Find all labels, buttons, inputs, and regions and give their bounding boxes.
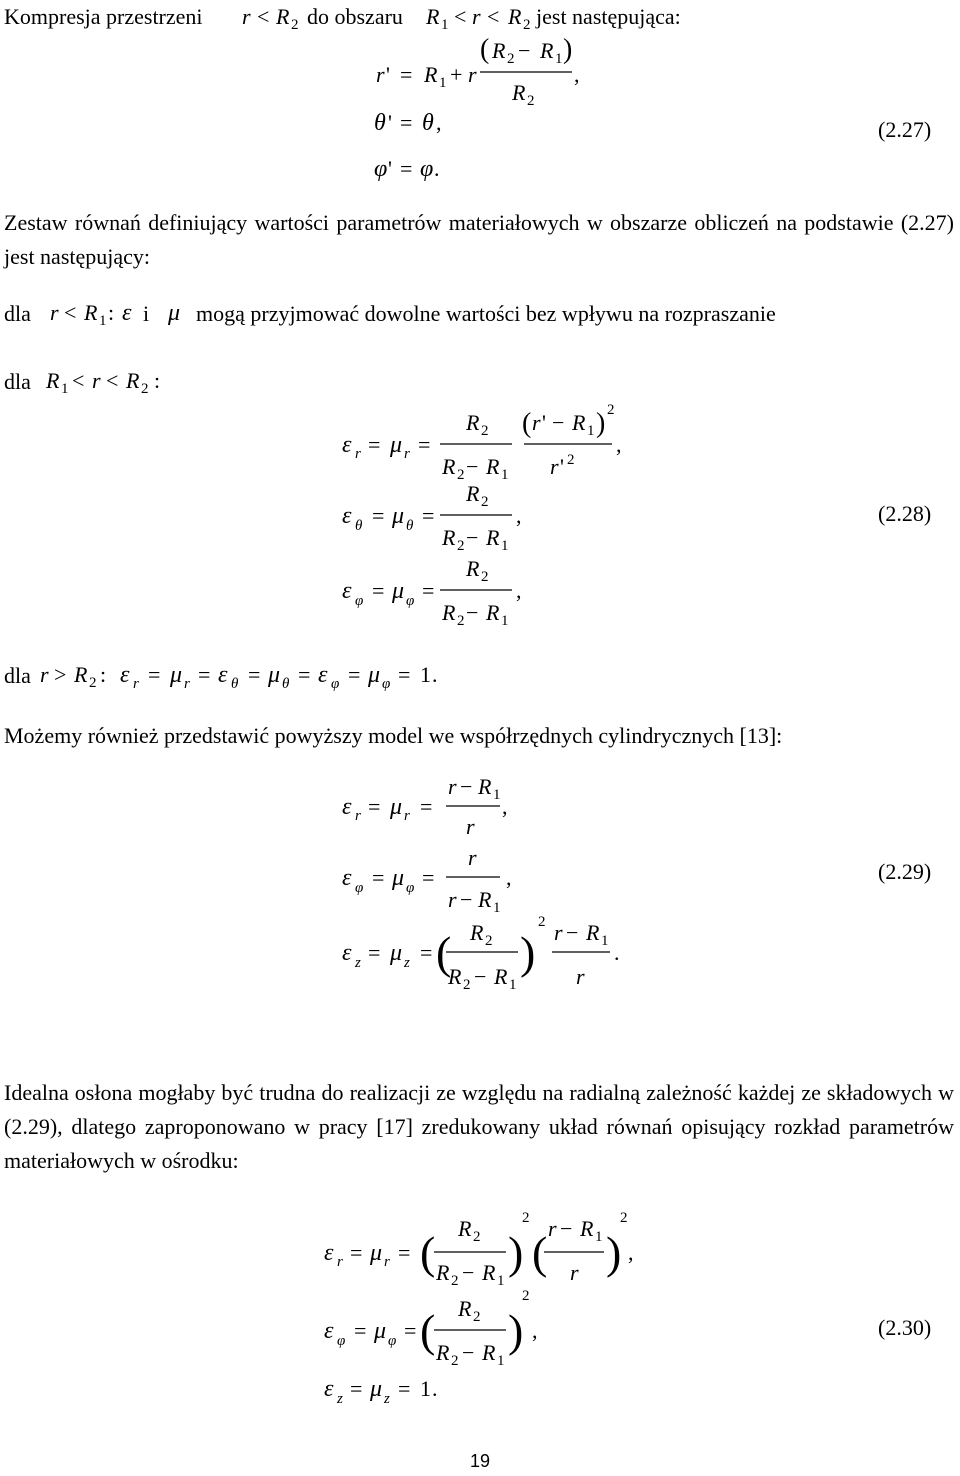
svg-text:=: = <box>372 578 385 603</box>
svg-text:1: 1 <box>439 75 447 91</box>
svg-text:R: R <box>478 774 492 799</box>
svg-text::: : <box>100 662 107 687</box>
svg-text:z: z <box>404 955 410 971</box>
svg-text:r: r <box>242 4 251 29</box>
svg-text:μ: μ <box>390 432 403 458</box>
svg-text:r: r <box>133 676 139 692</box>
paragraph-reduced: Idealna osłona mogłaby być trudna do realizacji ze względu na radialną zależność każdej ze składowych w (2.29), dlatego zaproponowano w pracy [17] zredukowany układ równań opisujący rozkład parametrów materiałowych w ośrodku: <box>4 1080 954 1173</box>
svg-text:(: ( <box>436 927 452 978</box>
svg-text:2: 2 <box>457 613 465 629</box>
svg-text:<: < <box>72 368 85 393</box>
svg-text:1: 1 <box>587 423 595 439</box>
svg-text:1: 1 <box>497 1273 505 1289</box>
svg-text:−: − <box>462 1260 475 1285</box>
svg-text:R: R <box>276 4 290 29</box>
svg-text:θ: θ <box>406 518 414 534</box>
svg-text:,: , <box>628 1240 634 1265</box>
svg-text:2: 2 <box>507 51 515 67</box>
svg-text:,: , <box>516 578 522 603</box>
svg-text:=: = <box>198 662 211 687</box>
svg-text:1: 1 <box>99 313 107 329</box>
svg-text:(: ( <box>420 1227 436 1278</box>
intro-text-a: Kompresja przestrzeni <box>4 4 203 29</box>
svg-text:R: R <box>466 556 480 581</box>
svg-text:μ: μ <box>370 1240 383 1266</box>
svg-text:.: . <box>432 1376 438 1401</box>
fraction-bars <box>434 72 612 1330</box>
svg-text:1: 1 <box>509 977 517 993</box>
svg-text:φ: φ <box>406 593 415 609</box>
svg-text:R: R <box>424 62 438 87</box>
svg-text:μ: μ <box>370 1376 383 1402</box>
svg-text:φ: φ <box>382 676 391 692</box>
svg-text:ε: ε <box>218 662 228 688</box>
svg-text:2: 2 <box>522 1288 530 1304</box>
svg-text:R: R <box>84 300 98 325</box>
svg-text:.: . <box>432 662 438 687</box>
svg-text:μ: μ <box>392 503 405 529</box>
svg-text:R: R <box>458 1296 472 1321</box>
svg-text:μ: μ <box>390 940 403 966</box>
svg-text:φ: φ <box>406 880 415 896</box>
svg-text:−: − <box>460 887 473 912</box>
svg-text:r: r <box>355 446 361 462</box>
svg-text:R: R <box>126 368 140 393</box>
svg-text:r: r <box>576 964 585 989</box>
svg-text:z: z <box>337 1391 343 1407</box>
svg-text:ε: ε <box>342 578 352 604</box>
svg-text:R: R <box>74 662 88 687</box>
svg-text:r: r <box>468 845 477 870</box>
svg-text:=: = <box>420 940 433 965</box>
svg-text:z: z <box>355 955 361 971</box>
svg-text:<: < <box>487 4 500 29</box>
svg-text:=: = <box>398 662 411 687</box>
svg-text:<: < <box>106 368 119 393</box>
svg-text:θ: θ <box>282 676 290 692</box>
svg-text:2: 2 <box>451 1273 459 1289</box>
svg-text:': ' <box>560 454 564 479</box>
svg-text:2: 2 <box>141 381 149 397</box>
svg-text:ε: ε <box>342 432 352 458</box>
svg-text:ε: ε <box>122 300 132 326</box>
svg-text:): ) <box>520 927 536 978</box>
svg-text:1: 1 <box>501 467 509 483</box>
svg-text:R: R <box>436 1260 450 1285</box>
svg-text:r: r <box>548 1216 557 1241</box>
svg-text:r: r <box>92 368 101 393</box>
svg-text:R: R <box>448 964 462 989</box>
svg-text:−: − <box>466 600 479 625</box>
svg-text:r: r <box>404 446 410 462</box>
svg-text:2: 2 <box>607 402 615 418</box>
svg-text:φ: φ <box>331 676 340 692</box>
svg-text:(: ( <box>532 1227 548 1278</box>
svg-text:1: 1 <box>61 381 69 397</box>
svg-text:R: R <box>478 887 492 912</box>
svg-text:μ: μ <box>268 662 281 688</box>
svg-text:=: = <box>400 156 413 181</box>
case1-text: mogą przyjmować dowolne wartości bez wpływu na rozpraszanie <box>196 301 776 326</box>
svg-text:=: = <box>422 503 435 528</box>
svg-text:=: = <box>400 62 413 87</box>
svg-text:φ: φ <box>420 156 434 182</box>
svg-text:2: 2 <box>485 933 493 949</box>
case2-prefix: dla <box>4 369 31 394</box>
eq-label-2-29: (2.29) <box>878 859 932 884</box>
svg-text:ε: ε <box>342 503 352 529</box>
svg-text:ε: ε <box>120 662 130 688</box>
svg-text:r: r <box>50 300 59 325</box>
svg-text:): ) <box>596 408 606 439</box>
svg-text:φ: φ <box>374 156 388 182</box>
svg-text:): ) <box>508 1305 524 1356</box>
svg-text:<: < <box>257 4 270 29</box>
svg-text:2: 2 <box>522 1210 530 1226</box>
svg-text::: : <box>154 368 161 393</box>
svg-text:R: R <box>586 920 600 945</box>
svg-text:): ) <box>606 1227 622 1278</box>
case3-prefix: dla <box>4 663 31 688</box>
svg-text:−: − <box>460 774 473 799</box>
svg-text:1: 1 <box>595 1229 603 1245</box>
svg-text:': ' <box>542 410 546 435</box>
svg-text:,: , <box>532 1318 538 1343</box>
svg-text:,: , <box>436 110 442 135</box>
svg-text:R: R <box>426 4 440 29</box>
svg-text:=: = <box>404 1318 417 1343</box>
svg-text:1: 1 <box>420 1376 431 1401</box>
eq-label-2-27: (2.27) <box>878 117 932 142</box>
svg-text:μ: μ <box>170 662 183 688</box>
svg-text:r: r <box>384 1254 390 1270</box>
svg-text:r: r <box>550 454 559 479</box>
svg-text:R: R <box>492 38 506 63</box>
svg-text:r: r <box>40 662 49 687</box>
svg-text:,: , <box>506 865 512 890</box>
svg-text:r: r <box>468 62 477 87</box>
svg-text:': ' <box>388 110 392 135</box>
svg-text:=: = <box>148 662 161 687</box>
svg-text:μ: μ <box>390 794 403 820</box>
svg-text:2: 2 <box>457 467 465 483</box>
svg-text:2: 2 <box>527 93 535 109</box>
intro-text-c: jest następująca: <box>536 4 681 29</box>
svg-text:1: 1 <box>555 51 563 67</box>
svg-text:θ: θ <box>355 518 363 534</box>
svg-text:(: ( <box>480 34 490 65</box>
svg-text:r: r <box>466 814 475 839</box>
svg-text:(: ( <box>420 1305 436 1356</box>
svg-text:φ: φ <box>355 593 364 609</box>
svg-text:2: 2 <box>473 1229 481 1245</box>
svg-text:=: = <box>368 432 381 457</box>
svg-text:=: = <box>368 940 381 965</box>
svg-text:1: 1 <box>501 613 509 629</box>
svg-text:=: = <box>348 662 361 687</box>
svg-text:=: = <box>368 794 381 819</box>
svg-text:−: − <box>466 525 479 550</box>
svg-text:=: = <box>354 1318 367 1343</box>
svg-text:ε: ε <box>342 865 352 891</box>
svg-text:−: − <box>552 410 565 435</box>
svg-text:R: R <box>494 964 508 989</box>
svg-text:2: 2 <box>481 494 489 510</box>
svg-text:θ: θ <box>231 676 239 692</box>
svg-text:r: r <box>532 410 541 435</box>
svg-text:r: r <box>184 676 190 692</box>
svg-text:ε: ε <box>342 940 352 966</box>
svg-text:φ: φ <box>355 880 364 896</box>
svg-text:z: z <box>384 1391 390 1407</box>
svg-text:−: − <box>566 920 579 945</box>
svg-text:2: 2 <box>481 569 489 585</box>
case1-prefix: dla <box>4 301 31 326</box>
svg-text:,: , <box>574 62 580 87</box>
svg-text:=: = <box>350 1376 363 1401</box>
svg-text:R: R <box>540 38 554 63</box>
svg-text:': ' <box>388 156 392 181</box>
svg-text:θ: θ <box>374 110 386 136</box>
svg-text:r: r <box>570 1260 579 1285</box>
svg-text:μ: μ <box>392 865 405 891</box>
svg-text:R: R <box>470 920 484 945</box>
svg-text:R: R <box>436 1340 450 1365</box>
svg-text:−: − <box>466 454 479 479</box>
svg-text:=: = <box>398 1376 411 1401</box>
svg-text:R: R <box>442 454 456 479</box>
svg-text:2: 2 <box>523 17 531 33</box>
svg-text:=: = <box>350 1240 363 1265</box>
svg-text:.: . <box>434 156 440 181</box>
svg-text:ε: ε <box>318 662 328 688</box>
svg-text:=: = <box>400 110 413 135</box>
svg-text:2: 2 <box>567 452 575 468</box>
svg-text:2: 2 <box>620 1210 628 1226</box>
svg-text:ε: ε <box>324 1376 334 1402</box>
svg-text:2: 2 <box>473 1309 481 1325</box>
svg-text:μ: μ <box>392 578 405 604</box>
svg-text:R: R <box>466 481 480 506</box>
svg-text:=: = <box>372 503 385 528</box>
svg-text:1: 1 <box>493 900 501 916</box>
svg-text:2: 2 <box>538 914 546 930</box>
eq-label-2-28: (2.28) <box>878 501 932 526</box>
svg-text:.: . <box>614 940 620 965</box>
svg-text:R: R <box>482 1340 496 1365</box>
paragraph-definitions: Zestaw równań definiujący wartości parametrów materiałowych w obszarze obliczeń na podstawie (2.27) jest następujący: <box>4 210 954 269</box>
svg-text:2: 2 <box>291 17 299 33</box>
svg-text:φ: φ <box>337 1333 346 1349</box>
svg-text:=: = <box>422 865 435 890</box>
svg-text:r: r <box>472 4 481 29</box>
svg-text:θ: θ <box>422 110 434 136</box>
svg-text:r: r <box>554 920 563 945</box>
svg-text:=: = <box>420 794 433 819</box>
svg-text:=: = <box>372 865 385 890</box>
svg-text:R: R <box>486 525 500 550</box>
svg-text:>: > <box>54 662 67 687</box>
paragraph-cylindrical: Możemy również przedstawić powyższy model we współrzędnych cylindrycznych [13]: <box>4 723 783 748</box>
svg-text:+: + <box>450 62 463 87</box>
svg-text:R: R <box>458 1216 472 1241</box>
svg-text:−: − <box>560 1216 573 1241</box>
svg-text:r: r <box>355 808 361 824</box>
svg-text:': ' <box>386 62 390 87</box>
svg-text:r: r <box>376 62 385 87</box>
svg-text:r: r <box>448 774 457 799</box>
svg-text:1: 1 <box>493 787 501 803</box>
svg-text:ε: ε <box>324 1240 334 1266</box>
svg-text:−: − <box>462 1340 475 1365</box>
svg-text:ε: ε <box>324 1318 334 1344</box>
svg-text:r: r <box>337 1254 343 1270</box>
svg-text:r: r <box>448 887 457 912</box>
svg-text:=: = <box>422 578 435 603</box>
svg-text:1: 1 <box>420 662 431 687</box>
svg-text::: : <box>108 300 115 325</box>
svg-text:R: R <box>486 454 500 479</box>
svg-text:2: 2 <box>457 538 465 554</box>
page-number: 19 <box>469 1451 491 1471</box>
svg-text:2: 2 <box>481 423 489 439</box>
svg-text:R: R <box>486 600 500 625</box>
svg-text:<: < <box>64 300 77 325</box>
svg-text:2: 2 <box>451 1353 459 1369</box>
svg-text:R: R <box>442 600 456 625</box>
svg-text:μ: μ <box>168 300 181 326</box>
svg-text:1: 1 <box>501 538 509 554</box>
svg-text:1: 1 <box>441 17 449 33</box>
svg-text:−: − <box>518 38 531 63</box>
svg-text:R: R <box>442 525 456 550</box>
svg-text:=: = <box>398 1240 411 1265</box>
svg-text:=: = <box>418 432 431 457</box>
svg-text:R: R <box>46 368 60 393</box>
svg-text:,: , <box>616 432 622 457</box>
svg-text:1: 1 <box>601 933 609 949</box>
svg-text:(: ( <box>522 408 532 439</box>
svg-text:,: , <box>516 503 522 528</box>
svg-text:μ: μ <box>368 662 381 688</box>
svg-text:<: < <box>454 4 467 29</box>
svg-text:,: , <box>502 794 508 819</box>
svg-text:−: − <box>474 964 487 989</box>
svg-text:R: R <box>466 410 480 435</box>
svg-text:=: = <box>298 662 311 687</box>
eq-label-2-30: (2.30) <box>878 1315 932 1340</box>
svg-text:2: 2 <box>89 675 97 691</box>
svg-text:r: r <box>404 808 410 824</box>
svg-text:): ) <box>563 34 573 65</box>
svg-text:R: R <box>580 1216 594 1241</box>
case1-conj: i <box>143 301 150 326</box>
svg-text:R: R <box>508 4 522 29</box>
svg-text:R: R <box>572 410 586 435</box>
svg-text:R: R <box>482 1260 496 1285</box>
svg-text:R: R <box>512 80 526 105</box>
intro-text-b: do obszaru <box>307 4 403 29</box>
svg-text:): ) <box>508 1227 524 1278</box>
svg-text:=: = <box>248 662 261 687</box>
svg-text:φ: φ <box>388 1333 397 1349</box>
svg-text:2: 2 <box>463 977 471 993</box>
svg-text:μ: μ <box>374 1318 387 1344</box>
svg-text:ε: ε <box>342 794 352 820</box>
svg-text:1: 1 <box>497 1353 505 1369</box>
